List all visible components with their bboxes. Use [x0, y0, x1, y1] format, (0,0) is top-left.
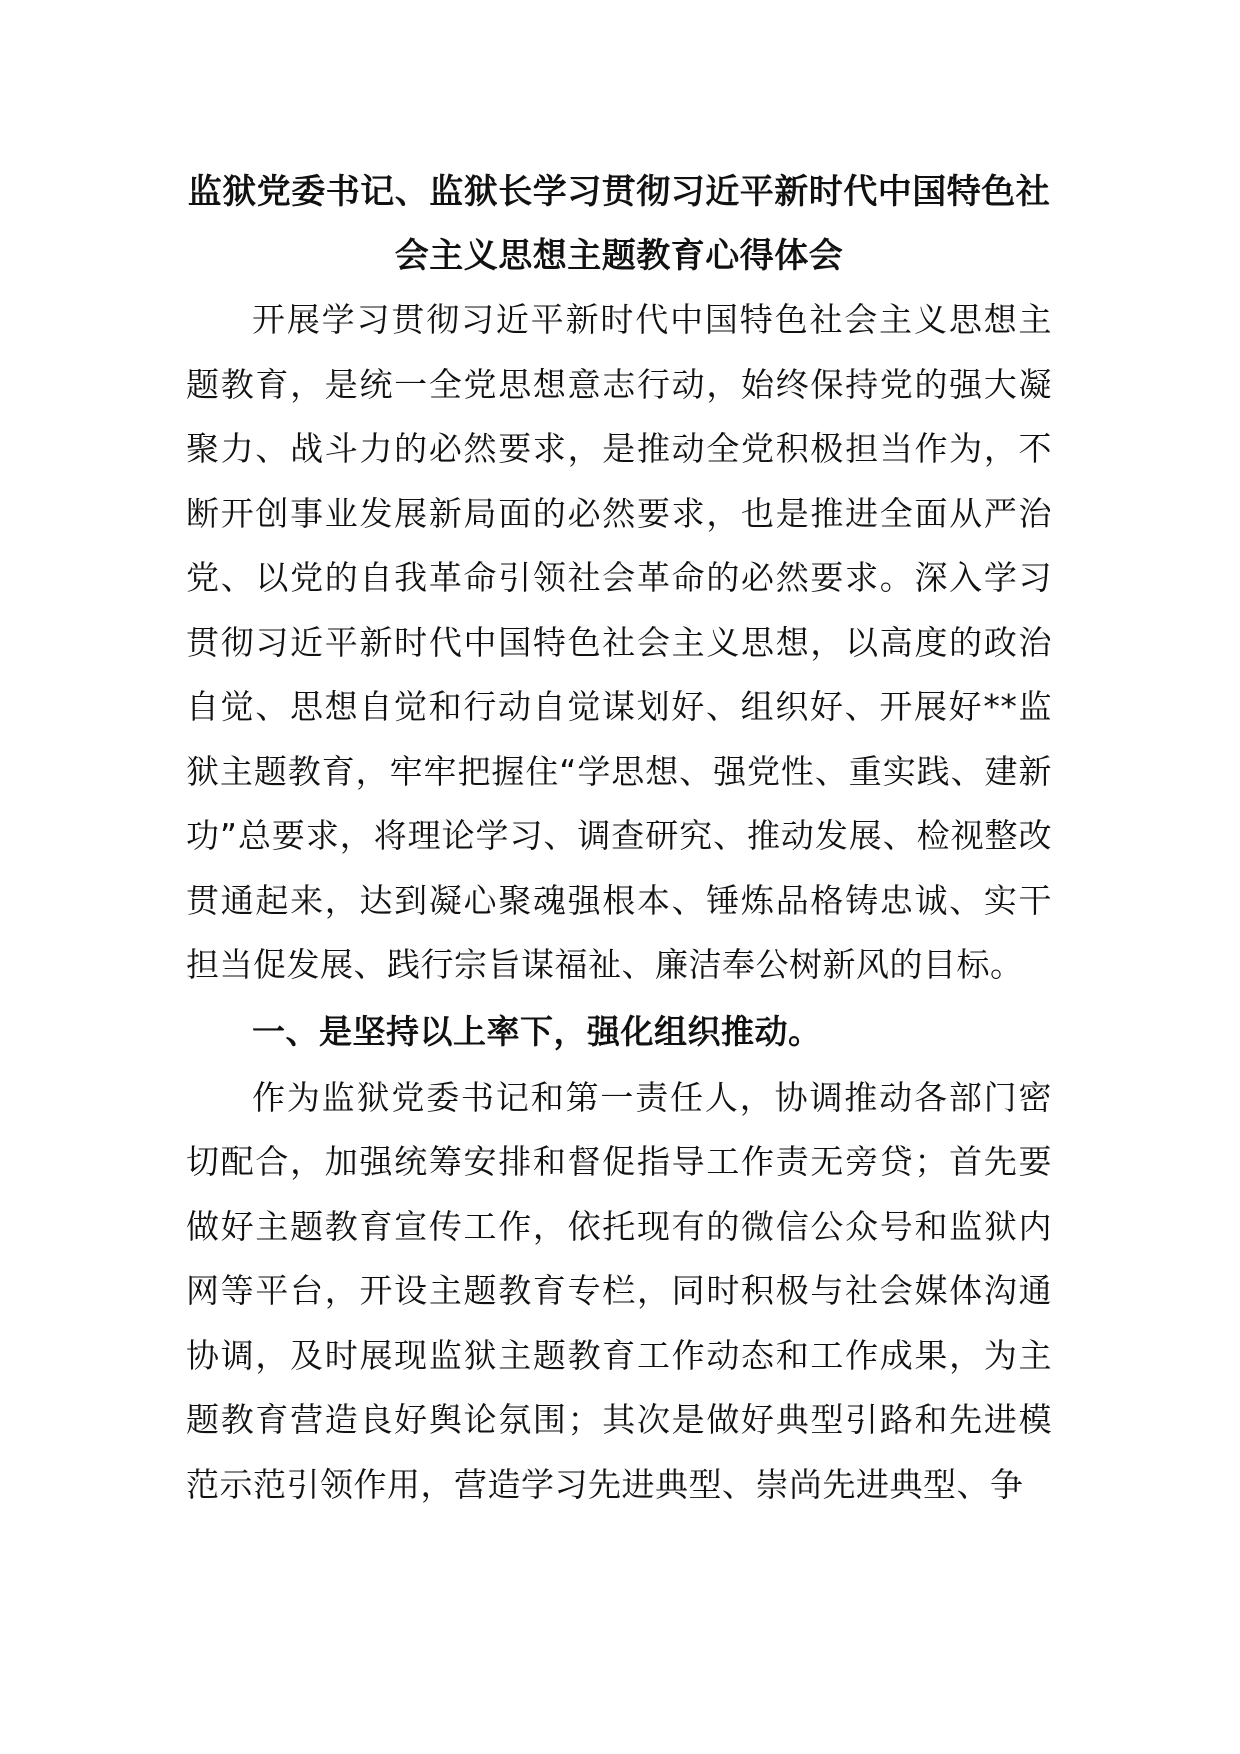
document-title: 监狱党委书记、监狱长学习贯彻习近平新时代中国特色社会主义思想主题教育心得体会 — [187, 172, 1051, 276]
section-heading: 一、是坚持以上率下，强化组织推动。 — [252, 1011, 822, 1051]
intro-paragraph: 开展学习贯彻习近平新时代中国特色社会主义思想主题教育，是统一全党思想意志行动，始终保持党的强大凝聚力、战斗力的必然要求，是推动全党积极担当作为，不断开创事业发展新局面的必然要求，也是推进全面从严治党、以党的自我革命引领社会革命的必然要求。深入学习贯彻习近平新时代中国特色社会主义思想，以高度的政治自觉、思想自觉和行动自觉谋划好、组织好、开展好**监狱主题教育，牢牢把握住“学思想、强党性、重实践、建新功”总要求，将理论学习、调查研究、推动发展、检视整改贯通起来，达到凝心聚魂强根本、锤炼品格铸忠诚、实干担当促发展、践行宗旨谋福祉、廉洁奉公树新风的目标。 — [186, 300, 1052, 984]
section-paragraph: 作为监狱党委书记和第一责任人，协调推动各部门密切配合，加强统筹安排和督促指导工作责无旁贷；首先要做好主题教育宣传工作，依托现有的微信公众号和监狱内网等平台，开设主题教育专栏，同时积极与社会媒体沟通协调，及时展现监狱主题教育工作动态和工作成果，为主题教育营造良好舆论氛围；其次是做好典型引路和先进模范示范引领作用，营造学习先进典型、崇尚先进典型、争 — [186, 1077, 1052, 1504]
document-page — [186, 160, 1052, 1517]
